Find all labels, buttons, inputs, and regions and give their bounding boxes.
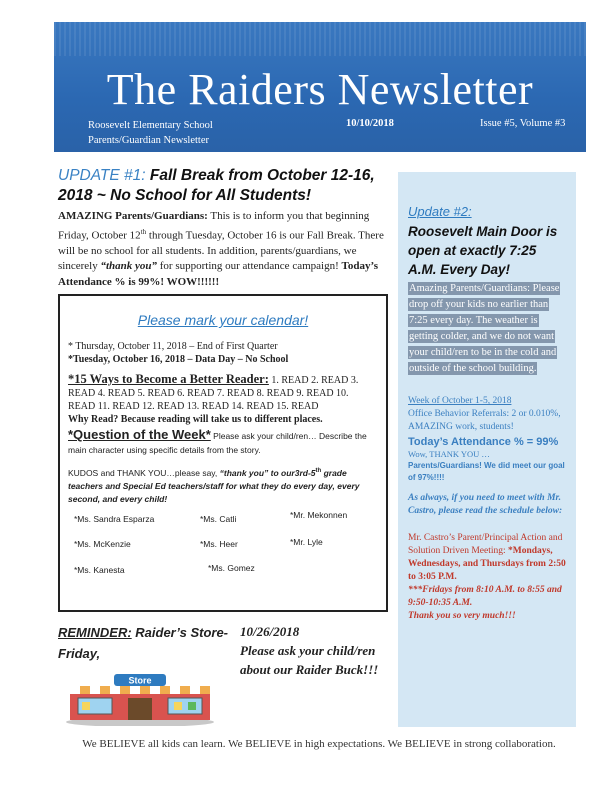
update-2-headline: Roosevelt Main Door is open at exactly 7:25 A.M. Every Day! (408, 224, 558, 277)
calendar-box (58, 294, 388, 612)
issue-date: 10/10/2018 (346, 118, 394, 129)
calendar-title: Please mark your calendar! (137, 312, 309, 328)
note-text: Please ask your child/ren about our Raider Buck!!! (240, 643, 379, 677)
masthead-stripe (54, 22, 586, 56)
attendance-statement: Today’s Attendance % is 99%! WOW!!!!!! (58, 260, 378, 288)
calendar-item: * Thursday, October 11, 2018 – End of First Quarter (68, 341, 278, 352)
staff-list (68, 509, 378, 588)
greeting: AMAZING Parents/Guardians: (58, 210, 208, 222)
staff-name: *Mr. Mekonnen (290, 509, 348, 520)
question-of-week: *Question of the Week* Please ask your child/ren… Describe the main character using specific details from the story. (68, 427, 367, 455)
raider-buck-note (240, 622, 390, 679)
question-title: *Question of the Week* (68, 427, 211, 442)
belief-statement: We BELIEVE all kids can learn. We BELIEVE in high expectations. We BELIEVE in strong collaboration. (82, 738, 556, 750)
staff-name: *Mr. Lyle (290, 536, 323, 547)
staff-name: *Ms. Sandra Esparza (74, 513, 155, 524)
update-1-headline: UPDATE #1: Fall Break from October 12-16, 2018 ~ No School for All Students! (58, 167, 375, 204)
store-illustration (64, 672, 216, 726)
update-1-section (58, 166, 388, 290)
staff-name: *Ms. Catli (200, 513, 237, 524)
update-2-label: Update #2: (408, 204, 472, 219)
principal-schedule: Mr. Castro’s Parent/Principal Action and Solution Driven Meeting: *Mondays, Wednesdays, and Thursdays from 2:50 to 3:05 P.M. ***Fridays from 8:10 A.M. to 8:55 and 9:50-10:35 A.M. Thank you so very much!!! (408, 533, 566, 621)
reminder-label: REMINDER: (58, 625, 132, 640)
store-reminder: REMINDER: Raider’s Store- Friday, (58, 625, 229, 661)
reader-tips: *15 Ways to Become a Better Reader: 1. READ 2. READ 3. READ 4. READ 5. READ 6. READ 7. READ 8. READ 9. READ 10. READ 11. READ 12. READ 13. READ 14. READ 15. READ (68, 372, 359, 412)
staff-name: *Ms. Heer (200, 538, 238, 549)
staff-name: *Ms. McKenzie (74, 538, 131, 549)
behavior-referrals: Office Behavior Referrals: 2 or 0.010%, AMAZING work, students! (408, 409, 561, 432)
update-1-body: AMAZING Parents/Guardians: This is to inform you that beginning Friday, October 12th through Tuesday, October 16 is our Fall Break. There will be no school for all students. In addition, parents/guardians, we sincerely “thank you” for supporting our attendance campaign! Today’s Attendance % is 99%! WOW!!!!!! (58, 210, 384, 288)
why-read: Why Read? Because reading will take us to different places. (68, 414, 323, 425)
wow-text: Wow, THANK YOU … (408, 449, 490, 459)
newsletter-subtitle: Parents/Guardian Newsletter (88, 135, 210, 146)
school-info (88, 118, 213, 148)
weekly-stats (408, 395, 568, 434)
sidebar-attendance: Today’s Attendance % = 99% (408, 436, 559, 448)
note-date: 10/26/2018 (240, 624, 300, 639)
door-notice: Amazing Parents/Guardians: Please drop off your kids no earlier than 7:25 every day. The weather is getting colder, and we do not want your child/ren to be in the cold and outside of the school building. (409, 283, 560, 374)
meeting-intro: As always, if you need to meet with Mr. Castro, please read the schedule below: (408, 493, 563, 516)
sidebar-update-2 (398, 172, 576, 727)
store-sign-text: Store (128, 675, 152, 686)
school-name: Roosevelt Elementary School (88, 120, 213, 131)
newsletter-title: The Raiders Newsletter (106, 65, 534, 114)
staff-name: *Ms. Kanesta (74, 564, 125, 575)
staff-name: *Ms. Gomez (208, 562, 255, 573)
week-label: Week of October 1-5, 2018 (408, 396, 512, 406)
masthead (54, 22, 586, 152)
reader-tips-title: *15 Ways to Become a Better Reader: (68, 372, 269, 386)
kudos-text: KUDOS and THANK YOU…please say, “thank you” to our3rd-5th grade teachers and Special Ed teachers/staff for what they do every day, every second, and every child! (68, 467, 360, 504)
update-1-prefix: UPDATE #1: (58, 167, 146, 184)
goal-text: Parents/Guardians! We did meet our goal of 97%!!!! (408, 461, 565, 482)
issue-number: Issue #5, Volume #3 (480, 118, 566, 129)
calendar-item: *Tuesday, October 16, 2018 – Data Day – No School (68, 354, 289, 365)
